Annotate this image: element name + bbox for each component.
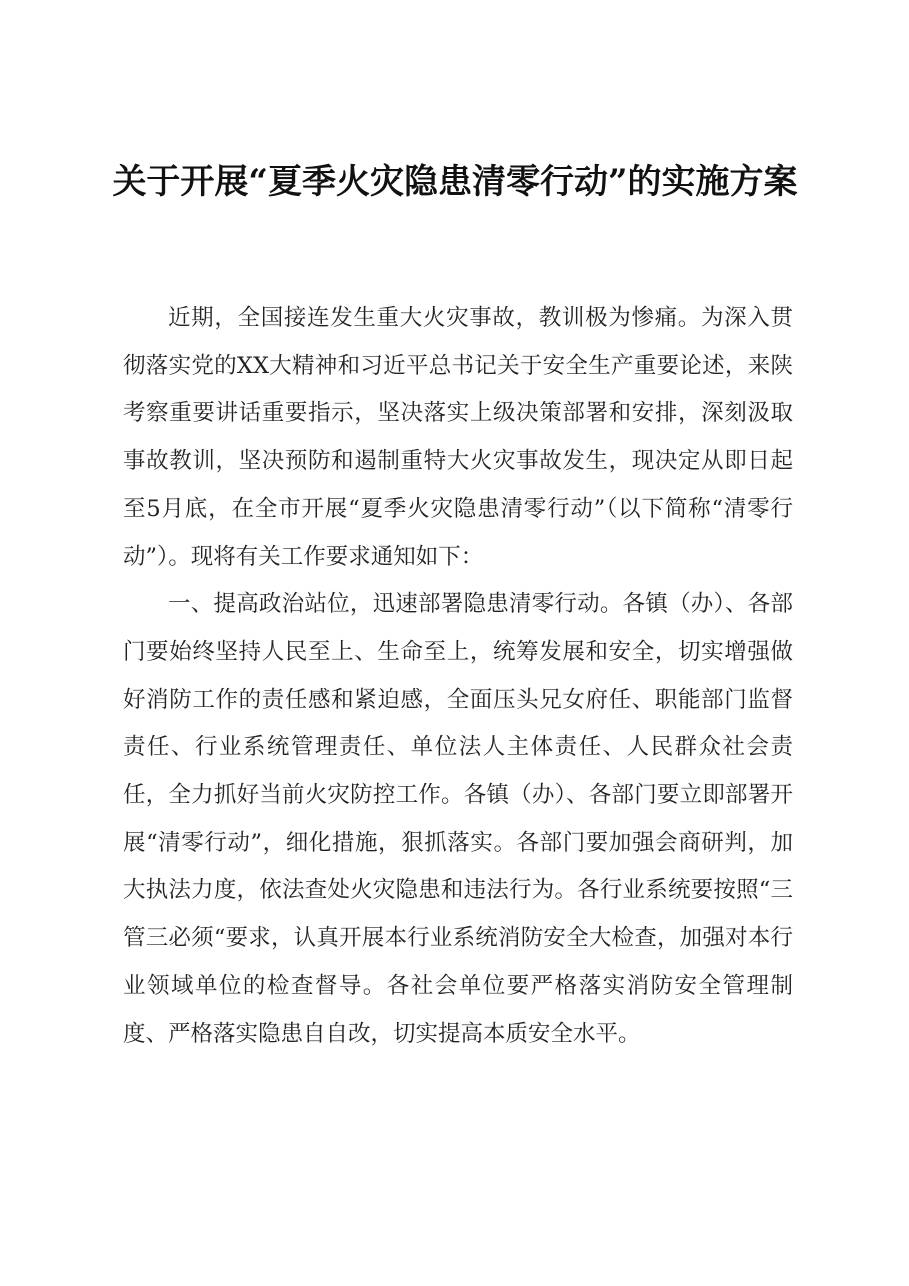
paragraph-intro: 近期，全国接连发生重大火灾事故，教训极为惨痛。为深入贯彻落实党的XX大精神和习近平总书记关于安全生产重要论述，来陕考察重要讲话重要指示，坚决落实上级决策部署和安排，深刻汲取事故教训，坚决预防和遏制重特大火灾事故发生，现决定从即日起至5月底，在全市开展“夏季火灾隐患清零行动”（以下简称“清零行动”）。现将有关工作要求通知如下： (123, 305, 793, 570)
document-body (123, 295, 793, 1058)
document-title: 关于开展“夏季火灾隐患清零行动”的实施方案 (112, 162, 798, 202)
paragraph-section-one: 一、提高政治站位，迅速部署隐患清零行动。各镇（办）、各部门要始终坚持人民至上、生命至上，统筹发展和安全，切实增强做好消防工作的责任感和紧迫感，全面压头兄女府任、职能部门监督责任、行业系统管理责任、单位法人主体责任、人民群众社会责任，全力抓好当前火灾防控工作。各镇（办）、各部门要立即部署开展“清零行动”，细化措施，狠抓落实。各部门要加强会商研判，加大执法力度，依法查处火灾隐患和违法行为。各行业系统要按照“三管三必须“要求，认真开展本行业系统消防安全大检查，加强对本行业领域单位的检查督导。各社会单位要严格落实消防安全管理制度、严格落实隐患自自改，切实提高本质安全水平。 (123, 591, 793, 1047)
